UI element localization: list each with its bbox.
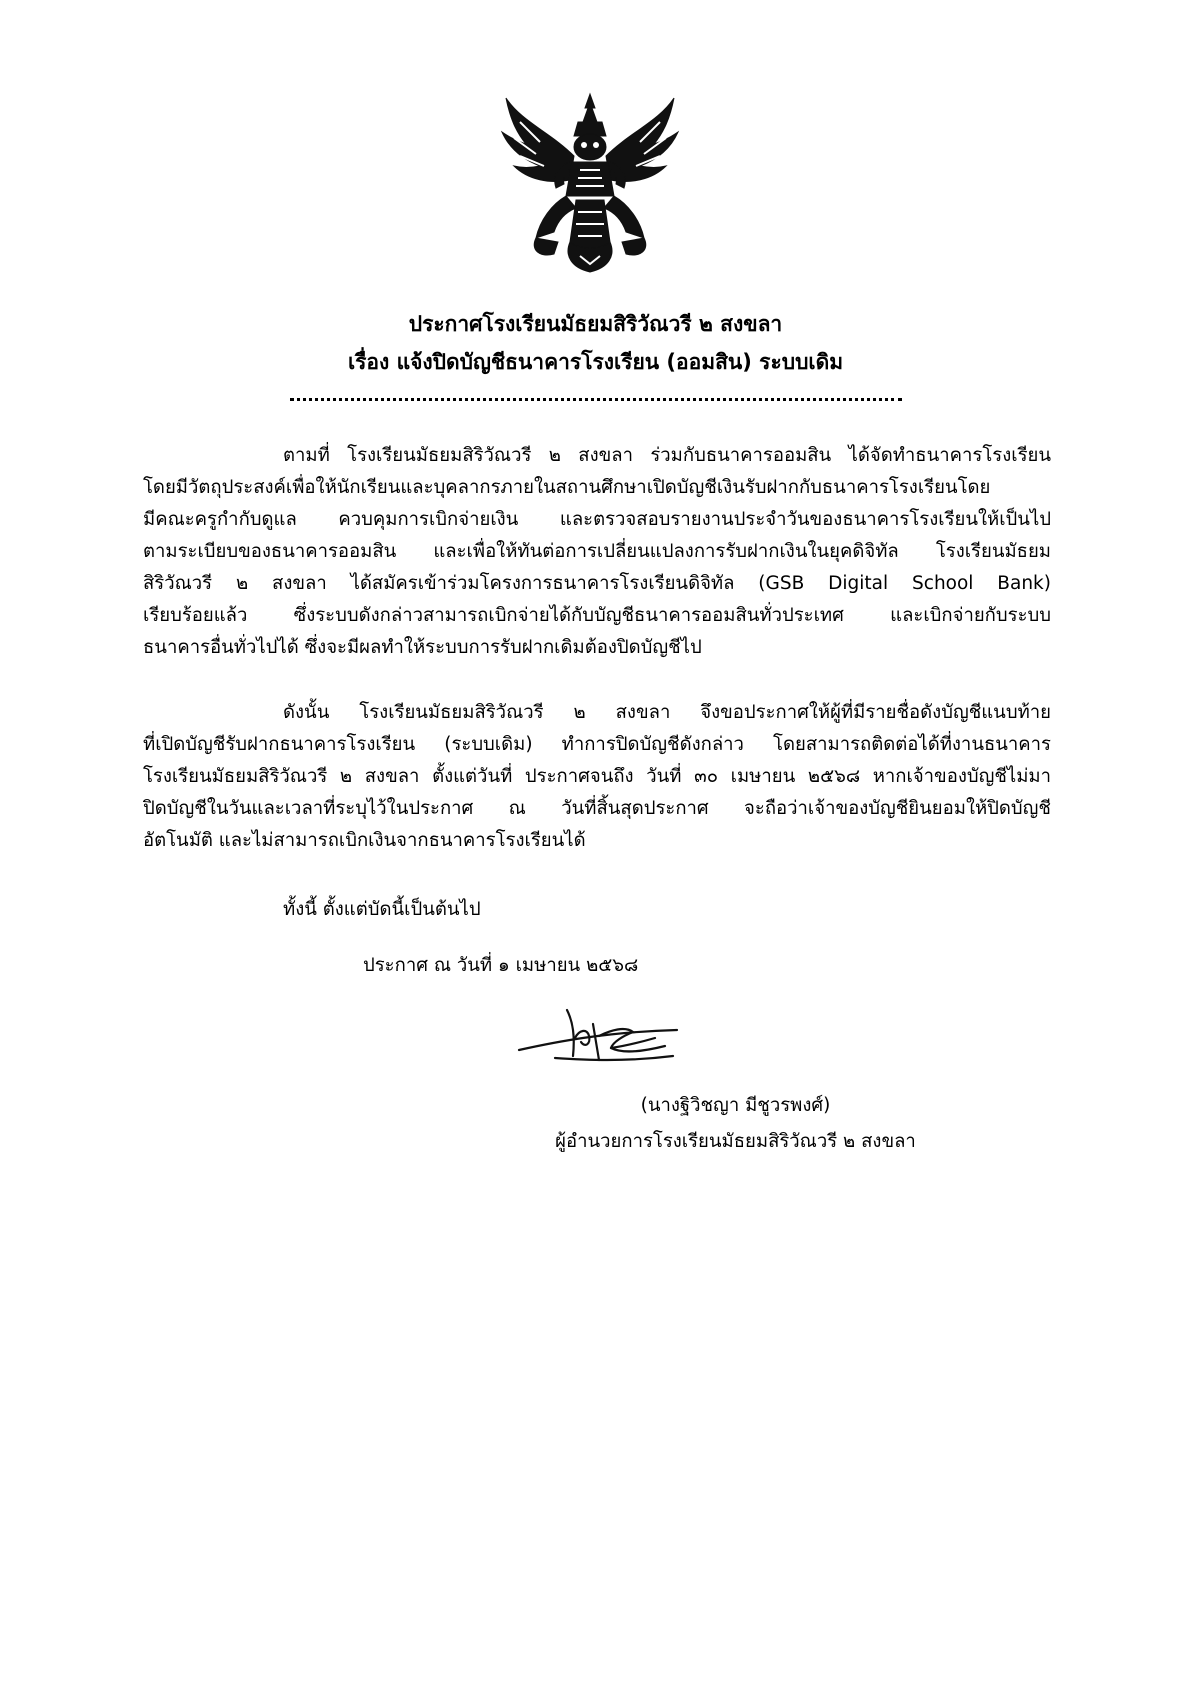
paragraph-line: ตามที่ โรงเรียนมัธยมสิริวัณวรี ๒ สงขลา ร่วมกับธนาคารออมสิน ได้จัดทำธนาคารโรงเรียน xyxy=(283,445,1051,466)
paragraph-line: สิริวัณวรี ๒ สงขลา ได้สมัครเข้าร่วมโครงการธนาคารโรงเรียนดิจิทัล (GSB Digital School Bank) xyxy=(143,573,1051,594)
announcement-date: ประกาศ ณ วันที่ ๑ เมษายน ๒๕๖๘ xyxy=(363,955,639,976)
paragraph-line: โดยมีวัตถุประสงค์เพื่อให้นักเรียนและบุคลากรภายในสถานศึกษาเปิดบัญชีเงินรับฝากกับธนาคารโรงเรียนโดย xyxy=(143,477,991,498)
signature-image xyxy=(515,1002,685,1070)
paragraph-line: ที่เปิดบัญชีรับฝากธนาคารโรงเรียน (ระบบเดิม) ทำการปิดบัญชีดังกล่าว โดยสามารถติดต่อได้ที่งานธนาคาร xyxy=(143,734,1051,755)
paragraph-line: มีคณะครูกำกับดูแล ควบคุมการเบิกจ่ายเงิน และตรวจสอบรายงานประจำวันของธนาคารโรงเรียนให้เป็นไป xyxy=(143,509,1051,530)
announcement-title: ประกาศโรงเรียนมัธยมสิริวัณวรี ๒ สงขลา xyxy=(408,312,783,336)
paragraph-line: ดังนั้น โรงเรียนมัธยมสิริวัณวรี ๒ สงขลา จึงขอประกาศให้ผู้ที่มีรายชื่อดังบัญชีแนบท้าย xyxy=(283,702,1051,723)
paragraph-line: อัตโนมัติ และไม่สามารถเบิกเงินจากธนาคารโรงเรียนได้ xyxy=(143,830,586,851)
dotted-divider xyxy=(290,386,902,401)
paragraph-line: เรียบร้อยแล้ว ซึ่งระบบดังกล่าวสามารถเบิกจ่ายได้กับบัญชีธนาคารออมสินทั่วประเทศ และเบิกจ่ายกับระบบ xyxy=(143,605,1051,626)
effective-statement: ทั้งนี้ ตั้งแต่บัดนี้เป็นต้นไป xyxy=(283,899,481,920)
paragraph-line: โรงเรียนมัธยมสิริวัณวรี ๒ สงขลา ตั้งแต่วันที่ ประกาศจนถึง วันที่ ๓๐ เมษายน ๒๕๖๘ หากเจ้าของบัญชีไม่มา xyxy=(143,766,1051,787)
paragraph-line: ปิดบัญชีในวันและเวลาที่ระบุไว้ในประกาศ ณ วันที่สิ้นสุดประกาศ จะถือว่าเจ้าของบัญชียินยอมให้ปิดบัญชี xyxy=(143,798,1051,819)
signer-name: (นางฐิวิชญา มีชูวรพงศ์) xyxy=(640,1095,831,1116)
signer-position: ผู้อำนวยการโรงเรียนมัธยมสิริวัณวรี ๒ สงขลา xyxy=(555,1131,916,1152)
paragraph-line: ธนาคารอื่นทั่วไปได้ ซึ่งจะมีผลทำให้ระบบการรับฝากเดิมต้องปิดบัญชีไป xyxy=(143,637,702,658)
garuda-emblem xyxy=(500,92,680,274)
paragraph-line: ตามระเบียบของธนาคารออมสิน และเพื่อให้ทันต่อการเปลี่ยนแปลงการรับฝากเงินในยุคดิจิทัล โรงเรียนมัธยม xyxy=(143,541,1051,562)
paragraph-background xyxy=(143,440,1051,664)
announcement-subject: เรื่อง แจ้งปิดบัญชีธนาคารโรงเรียน (ออมสิน) ระบบเดิม xyxy=(347,350,844,374)
paragraph-notice xyxy=(143,697,1051,857)
